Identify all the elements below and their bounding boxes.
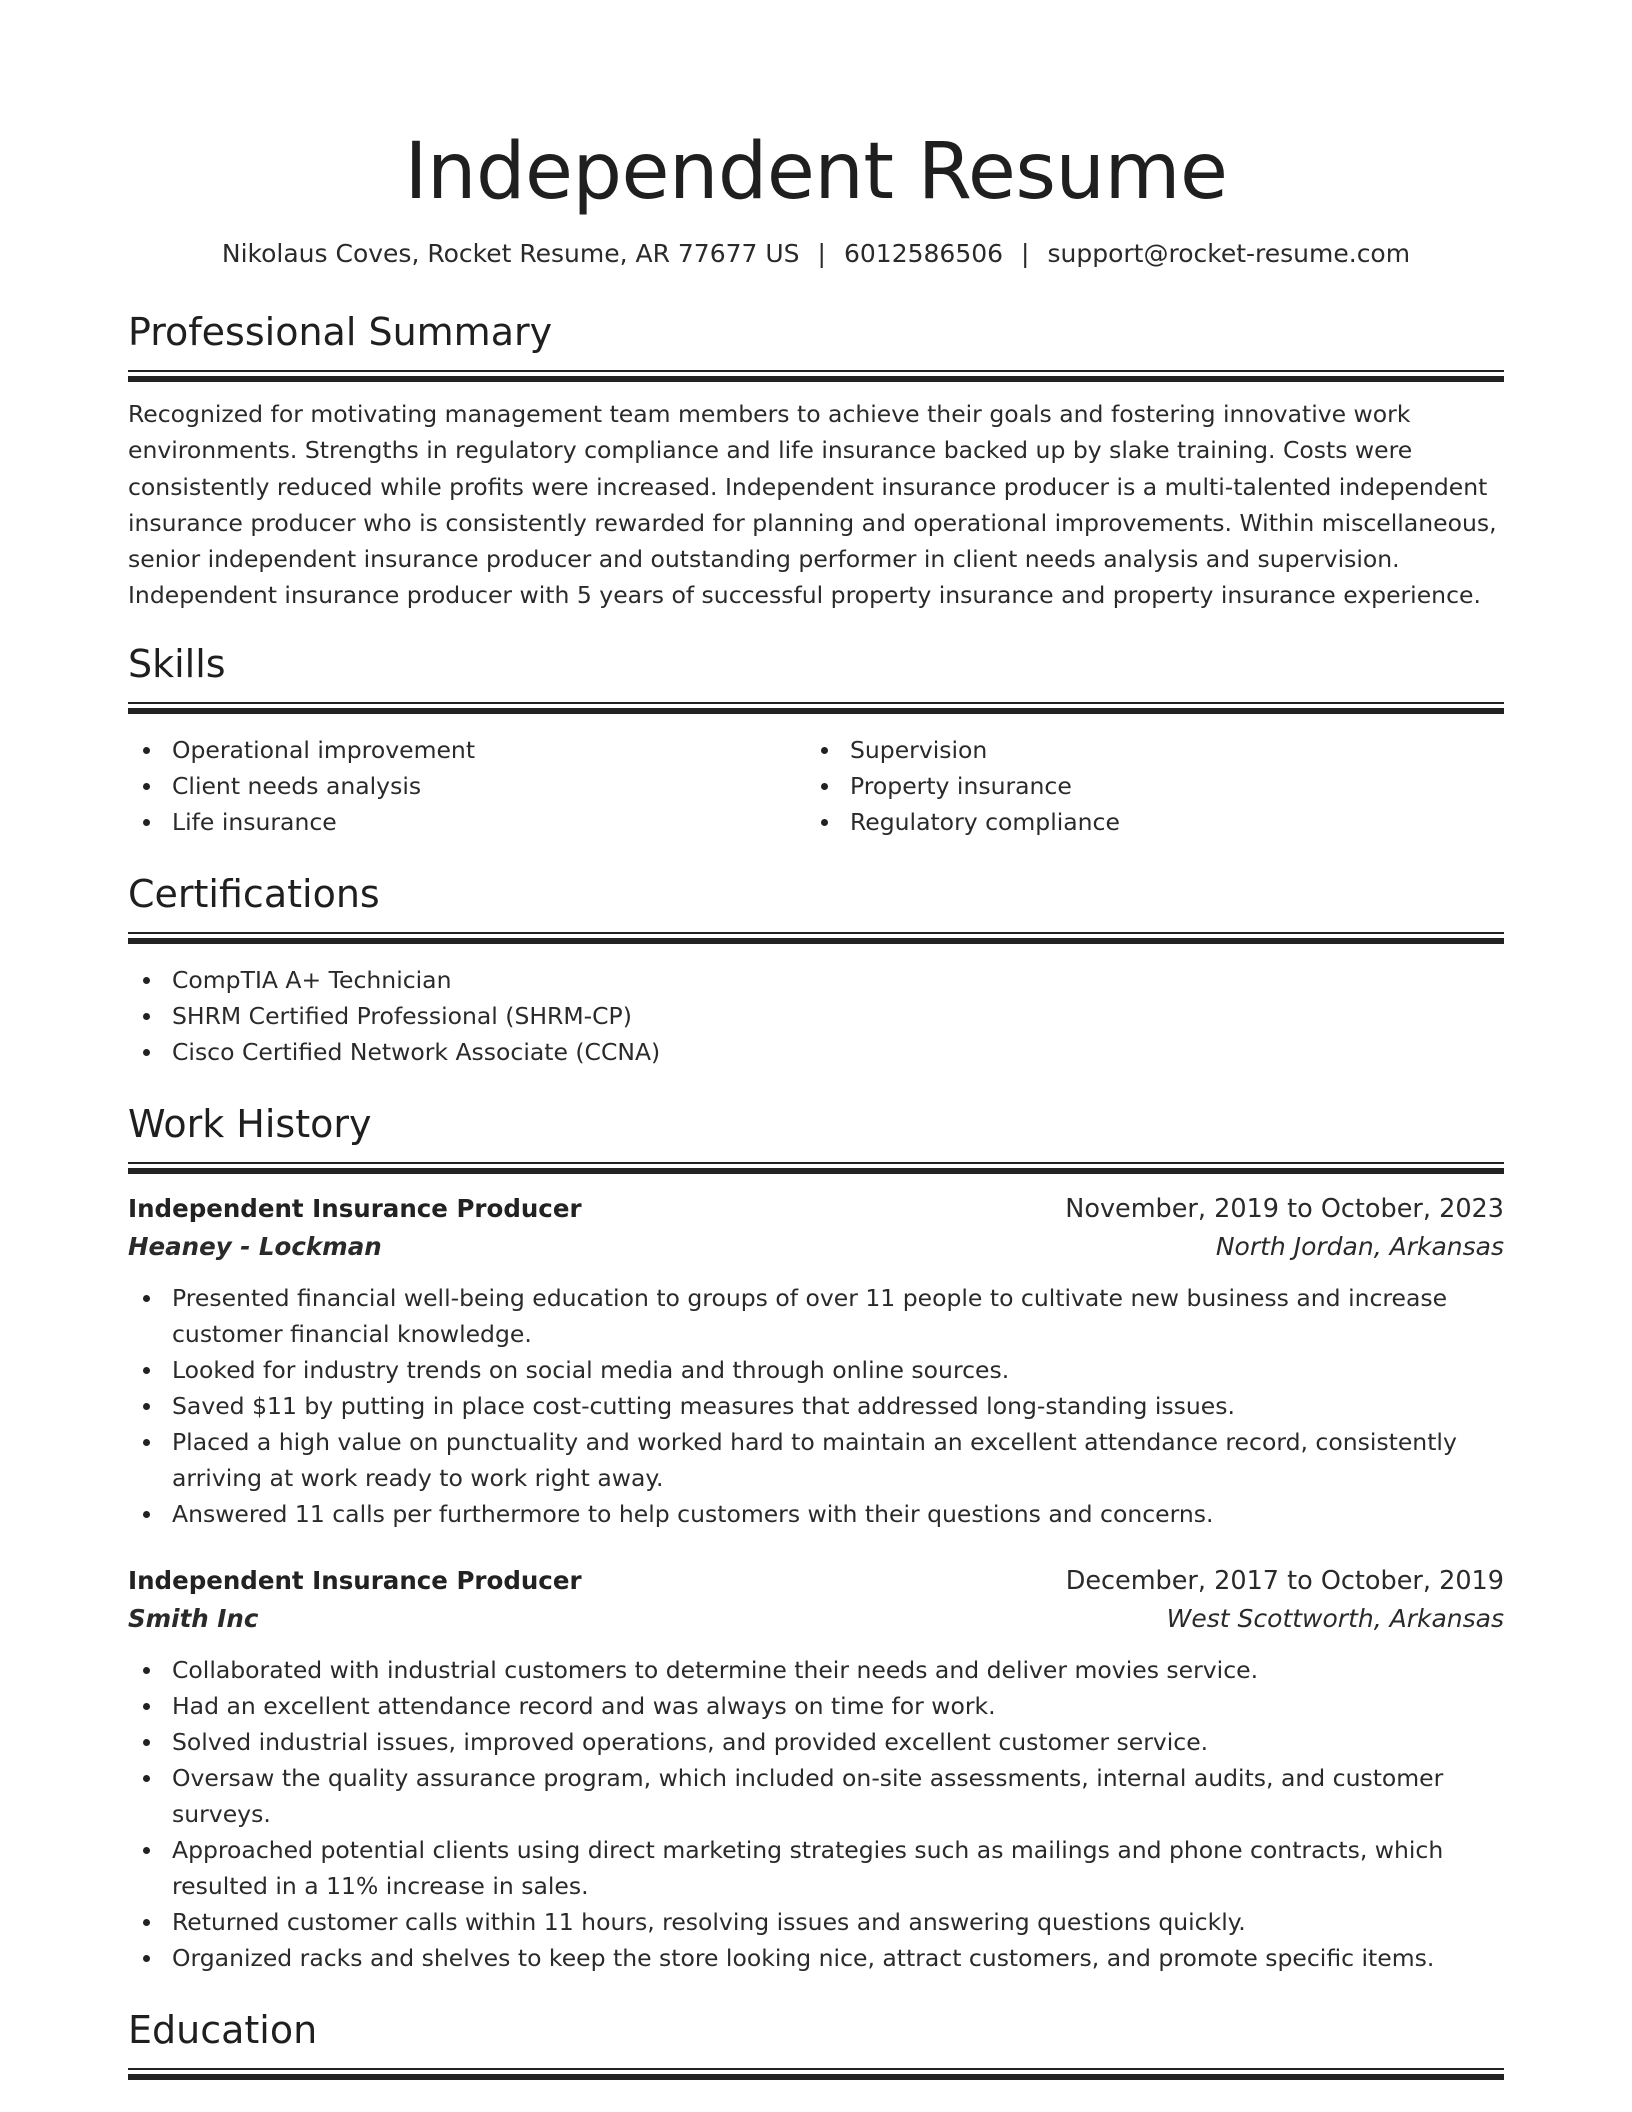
job-header [128,1190,1504,1228]
job-bullet-line: surveys. [172,1799,271,1828]
job-company: Smith Inc [128,1603,259,1633]
summary-line: Recognized for motivating management team members to achieve their goals and fostering innovative work [128,400,1411,428]
section-divider [128,1162,1504,1174]
summary-line: insurance producer who is consistently rewarded for planning and operational improvements. Within miscellaneous, [128,508,1497,537]
resume-page [128,0,1504,2080]
job-bullet-line: Answered 11 calls per furthermore to help customers with their questions and concerns. [172,1499,1214,1528]
certification-item: SHRM Certified Professional (SHRM-CP) [128,998,1504,1034]
job-dates: November, 2019 to October, 2023 [1065,1193,1504,1224]
job-location: North Jordan, Arkansas [1215,1231,1504,1261]
job-bullet-line: Approached potential clients using direct marketing strategies such as mailings and phone contracts, which [172,1835,1444,1864]
certifications-list [128,962,1504,1070]
job-bullet [128,1388,1504,1424]
summary-line: Independent insurance producer with 5 years of successful property insurance and property insurance experience. [128,581,1481,610]
contact-email: support@rocket-resume.com [1047,239,1411,268]
summary-line: senior independent insurance producer and outstanding performer in client needs analysis and supervision. [128,545,1400,574]
job-title: Independent Insurance Producer [128,1565,582,1595]
certifications-section [128,870,1504,1070]
job-bullet [128,1724,1504,1760]
job-location: West Scottworth, Arkansas [1166,1603,1504,1633]
section-heading-work-history: Work History [128,1101,372,1146]
job-entry [128,1562,1504,1976]
skill-item: Supervision [806,732,1484,768]
job-bullet [128,1760,1504,1832]
section-divider [128,370,1504,382]
job-company: Heaney - Lockman [128,1231,382,1261]
section-heading-education: Education [128,2007,318,2052]
skills-list-left [128,732,806,840]
contact-address: Nikolaus Coves, Rocket Resume, AR 77677 US [221,239,800,268]
job-bullet [128,1940,1504,1976]
resume-title: Independent Resume [404,127,1228,217]
job-bullet [128,1688,1504,1724]
job-bullet-line: Saved $11 by putting in place cost-cutting measures that addressed long-standing issues. [172,1391,1235,1420]
work-history-section [128,1100,1504,1976]
job-bullet [128,1280,1504,1352]
job-bullet-line: Looked for industry trends on social media and through online sources. [172,1355,1010,1384]
job-bullet-line: Oversaw the quality assurance program, which included on-site assessments, internal audits, and customer [172,1763,1444,1792]
skills-list-right [806,732,1484,840]
job-bullet [128,1904,1504,1940]
skills-grid [128,732,1504,840]
job-bullet [128,1424,1504,1496]
skill-item: Regulatory compliance [806,804,1484,840]
job-bullet-line: Solved industrial issues, improved operations, and provided excellent customer service. [172,1727,1209,1756]
job-bullet-list [128,1652,1504,1976]
contact-phone: 6012586506 [843,239,1004,268]
job-bullet-line: customer financial knowledge. [172,1319,532,1348]
summary-line: environments. Strengths in regulatory compliance and life insurance backed up by slake training. Costs were [128,436,1413,465]
section-heading-summary: Professional Summary [128,310,553,354]
job-subheader [128,1228,1504,1266]
job-bullet-line: Had an excellent attendance record and was always on time for work. [172,1691,996,1720]
job-bullet-line: Collaborated with industrial customers to determine their needs and deliver movies service. [172,1655,1259,1684]
job-bullet-line: Placed a high value on punctuality and worked hard to maintain an excellent attendance record, consistently [172,1427,1457,1456]
summary-line: consistently reduced while profits were increased. Independent insurance producer is a multi-talented independent [128,472,1488,501]
job-bullet [128,1832,1504,1904]
job-bullet-line: resulted in a 11% increase in sales. [172,1871,589,1900]
summary-section [128,308,1504,614]
job-title: Independent Insurance Producer [128,1193,582,1223]
job-dates: December, 2017 to October, 2019 [1065,1565,1504,1596]
job-bullet-line: Organized racks and shelves to keep the store looking nice, attract customers, and promote specific items. [172,1943,1435,1972]
contact-line [128,236,1504,272]
skills-section [128,640,1504,840]
certification-item: Cisco Certified Network Associate (CCNA) [128,1034,1504,1070]
job-bullet-list [128,1280,1504,1532]
job-subheader [128,1600,1504,1638]
contact-separator: | [1021,239,1030,268]
education-section [128,2006,1504,2080]
job-bullet [128,1352,1504,1388]
contact-separator: | [817,239,826,268]
section-heading-skills: Skills [128,641,226,686]
certification-item: CompTIA A+ Technician [128,962,1504,998]
section-divider [128,2068,1504,2080]
skill-item: Client needs analysis [128,768,806,804]
skill-item: Operational improvement [128,732,806,768]
section-divider [128,702,1504,714]
job-bullet-line: Returned customer calls within 11 hours, resolving issues and answering questions quickly. [172,1907,1246,1936]
section-heading-certifications: Certifications [128,871,380,916]
summary-text [128,396,1504,614]
job-entry [128,1190,1504,1532]
job-bullet-line: arriving at work ready to work right away. [172,1463,664,1492]
job-bullet [128,1652,1504,1688]
job-header [128,1562,1504,1600]
skill-item: Life insurance [128,804,806,840]
section-divider [128,932,1504,944]
job-bullet [128,1496,1504,1532]
skill-item: Property insurance [806,768,1484,804]
job-bullet-line: Presented financial well-being education to groups of over 11 people to cultivate new business and increase [172,1283,1448,1312]
